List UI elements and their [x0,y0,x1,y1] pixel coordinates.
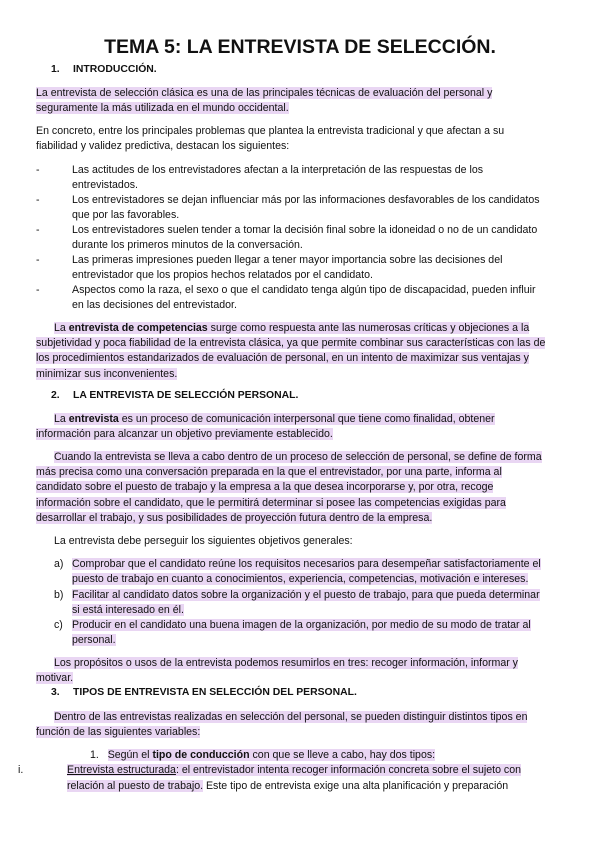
section-number: 1. [51,64,60,75]
paragraph-proceso [36,450,548,526]
paragraph-objetivos: La entrevista debe perseguir los siguientes objetivos generales: [54,535,353,547]
list-item: i. Entrevista estructurada: el entrevistador intenta recoger información concreta sobre el sujeto con relación al puesto de trabajo. Este tipo de entrevista exige una alta planificación y preparación [18,764,522,792]
paragraph-competencias: La entrevista de competencias surge como respuesta ante las numerosas críticas y objeciones a la subjetividad y poca fiabilidad de la entrevista clásica, ya que permite combinar sus características con las de los procedimientos estandarizados de evaluación de personal, en un intento de maximizar sus ventajas y minimizar sus inconvenientes. [36,322,546,380]
list-item: - Las actitudes de los entrevistadores afectan a la interpretación de las respuestas de los entrevistados. [36,164,484,191]
sub-list-item: 1. Según el tipo de conducción con que se lleve a cabo, hay dos tipos: [90,749,436,761]
bold-term: tipo de conducción [152,749,250,761]
section-title: LA ENTREVISTA DE SELECCIÓN PERSONAL. [73,390,299,401]
highlighted-text: La entrevista de selección clásica es una de las principales técnicas de evaluación del personal y seguramente la más utilizada en el mundo occidental. [36,87,493,115]
list-item: - Los entrevistadores se dejan influenciar más por las informaciones desfavorables de los candidatos que por las favorables. [36,194,540,221]
section-number: 3. [51,687,60,698]
underlined-term: Entrevista estructurada [67,764,176,776]
bold-term: entrevista [68,413,119,425]
paragraph-problems: En concreto, entre los principales problemas que plantea la entrevista tradicional y que afectan a su fiabilidad y validez predictiva, destacan los siguientes: [36,125,505,153]
highlighted-text: Cuando la entrevista se lleva a cabo dentro de un proceso de selección de personal, se define de forma más precisa como una conversación preparada en la que el entrevistador, por una parte, informa al candidato sobre el puesto de trabajo y la empresa a la que desea incorporarse y, por otra, recoge información sobre el candidato, que le permitirá determinar si posee las competencias exigidas para desarrollar el trabajo, y sus posibilidades de proyección futura dentro de la empresa. [36,451,542,524]
highlighted-text: Dentro de las entrevistas realizadas en selección del personal, se pueden distinguir distintos tipos en función de las siguientes variables: [36,711,528,739]
section-title: TIPOS DE ENTREVISTA EN SELECCIÓN DEL PERSONAL. [73,687,357,698]
paragraph-definicion: La entrevista es un proceso de comunicación interpersonal que tiene como finalidad, obtener información para alcanzar un objetivo previamente establecido. [36,413,495,441]
bold-term: entrevista de competencias [68,322,208,334]
list-item: - Los entrevistadores suelen tender a tomar la decisión final sobre la idoneidad o no de un candidato durante los primeros minutos de la conversación. [36,224,538,251]
paragraph-propositos [36,656,548,686]
paragraph-intro [36,86,548,116]
section-title: INTRODUCCIÓN. [73,64,157,75]
list-item: a) Comprobar que el candidato reúne los requisitos necesarios para desempeñar satisfactoriamente el puesto de trabajo en cuanto a conocimientos, experiencia, competencias, motivación e intereses. [54,558,541,585]
section-number: 2. [51,390,60,401]
section-heading-entrevista-seleccion [51,390,298,401]
section-heading-tipos [51,687,357,698]
list-item: b) Facilitar al candidato datos sobre la organización y el puesto de trabajo, para que pueda determinar si está interesado en él. [54,589,540,616]
list-item: c) Producir en el candidato una buena imagen de la organización, por medio de su modo de tratar al personal. [54,619,531,646]
paragraph-tipos [36,710,548,740]
list-item: - Aspectos como la raza, el sexo o que el candidato tenga algún tipo de discapacidad, pueden influir en las decisiones del entrevistador. [36,284,536,311]
section-heading-introduccion [51,64,157,75]
document-title: TEMA 5: LA ENTREVISTA DE SELECCIÓN. [104,36,496,58]
highlighted-text: Los propósitos o usos de la entrevista podemos resumirlos en tres: recoger información, informar y motivar. [36,657,518,685]
list-item: - Las primeras impresiones pueden llegar a tener mayor importancia sobre las decisiones del entrevistador que los propios hechos relatados por el candidato. [36,254,503,281]
